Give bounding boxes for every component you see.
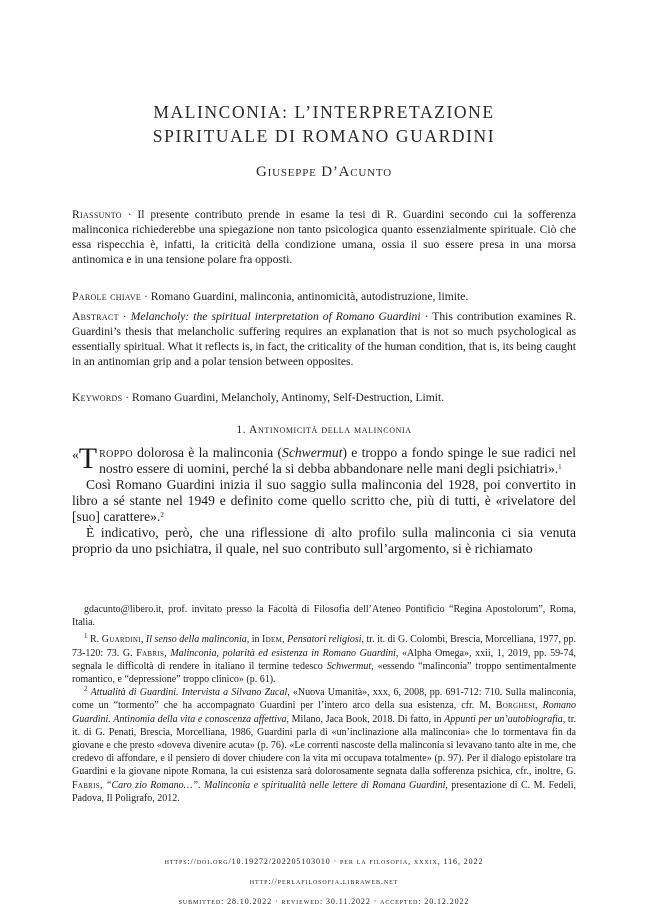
fn1-e: , tr. it. di G. Colombi, Brescia, Morcelliana, 1977, pp. 73-120: 73. G. (72, 634, 577, 659)
body-paragraph-3: È indicativo, però, che una riflessione di alto profilo sulla malinconia ci sia venuta proprio da uno psichiatra, il quale, nel suo contributo sull’argomento, si è richiamato (72, 525, 576, 556)
title-line-1: MALINCONIA: L’INTERPRETAZIONE (153, 102, 495, 122)
fn1-b: , (140, 634, 146, 646)
fn1-d: , (282, 634, 288, 646)
fn1-g: , «Alpha Omega», xxii, 1, 2019, pp. 59-74, segnala le difficoltà di rendere in italiano il termine tedesco (72, 647, 577, 672)
body-p1-italic: Schwermut (282, 445, 343, 460)
fn1-term: Schwermut (326, 660, 372, 672)
footer-dates-line: submitted: 28.10.2022 · reviewed: 30.11.2022 · accepted: 20.12.2022 (178, 897, 470, 906)
fn1-a: R. (87, 634, 102, 646)
fn1-author: Guardini (101, 634, 141, 646)
fn2-f: , presentazione di C. M. Fedeli, Padova, Il Poligrafo, 2012. (72, 779, 576, 804)
section-heading: 1. Antinomicità della malinconia (236, 424, 412, 436)
parole-chiave-block (72, 289, 576, 304)
fn2-title-1: Attualità di Guardini. Intervista a Silvano Zucal (90, 687, 288, 699)
fn1-title-2: Pensatori religiosi (287, 634, 362, 646)
open-quote: « (72, 447, 79, 462)
fn2-author-2: Fabris (72, 779, 100, 791)
body-p2-text: Così Romano Guardini inizia il suo saggio sulla malinconia del 1928, poi convertito in libro a sé stante nel 1949 e definito come quello scritto che, più di tutti, è «rivelatore del [suo] carattere». (72, 477, 576, 524)
fn1-author-2: Fabris (136, 647, 165, 659)
body-p1-a: dolorosa è la malinconia ( (132, 445, 283, 460)
fn2-title-2: Romano Guardini. Antinomia della vita e conoscenza affettiva (72, 700, 577, 725)
abstract-title: Melancholy: the spiritual interpretation of Romano Guardini (130, 310, 421, 323)
fn2-b: , (535, 700, 543, 712)
body-paragraph-2 (72, 477, 576, 525)
fn2-c: , Milano, Jaca Book, 2018. Di fatto, in (286, 713, 445, 725)
fn1-title-1: Il senso della malinconia (145, 634, 247, 646)
fn2-d: , tr. it. di G. Penati, Brescia, Morcelliana, 1986, Guardini parla di «un’inclinazione alla malinconia» che lo tormentava fin da giovane e che presto «doveva divenire acuta» (p. 76). «Le correnti nascoste della malinconia si levavano tanto alte in me, che credevo di affondare, e il pensiero di dover chiudere con la vita mi occupava totalmente» (p. 97). Per il dialogo epistolare tra Guardini e la giovane nipote Romana, la cui esistenza sarà dolorosamente segnata dalla sofferenza psichica, cfr., inoltre, G. (72, 713, 576, 778)
drop-cap: T (78, 442, 98, 475)
affiliation-note: gdacunto@libero.it, prof. invitato presso la Facoltà di Filosofia dell’Ateneo Pontificio “Regina Apostolorum”, Roma, Italia. (72, 604, 576, 629)
parole-chiave-text: · Romano Guardini, malinconia, antinomicità, autodistruzione, limite. (141, 290, 469, 303)
fn1-f: , (164, 647, 171, 659)
fn1-c: , in (246, 634, 263, 646)
drop-cap-continuation: roppo (99, 445, 133, 460)
riassunto-block (72, 207, 576, 267)
fn1-h: , «essendo “malinconia” troppo sentimentalmente romantico, e “depressione” troppo clinico» (p. 61). (72, 660, 577, 686)
fn2-title-3: Appunti per un’autobiografia (444, 713, 563, 725)
parole-chiave-label: Parole chiave (72, 290, 142, 303)
footnote-1 (72, 633, 576, 686)
footer-url-line[interactable]: http://perlafilosofia.libraweb.net (249, 877, 399, 886)
keywords-label: Keywords (72, 391, 123, 404)
footnote-2 (72, 686, 576, 805)
fn2-title-4: “Caro zio Romano…”. Malinconia e spiritualità nelle lettere di Romana Guardini (105, 779, 446, 791)
riassunto-label: Riassunto (72, 208, 122, 221)
fn1-title-3: Malinconia, polarità ed esistenza in Romano Guardini (170, 647, 396, 659)
title-line-2: SPIRITUALE DI ROMANO GUARDINI (152, 126, 496, 146)
fn2-a: , «Nuova Umanità», xxx, 6, 2008, pp. 691-712: 710. Sulla malinconia, come un “tormento” che ha accompagnato Guardini per l’intero arco della sua esistenza, cfr. M. (72, 687, 576, 712)
footnote-ref-1[interactable]: 1 (558, 463, 562, 471)
riassunto-text: · Il presente contributo prende in esame la tesi di R. Guardini secondo cui la sofferenza malinconica richiederebbe una spiegazione non tanto psicologica quanto essenzialmente spirituale. Ciò che essa rispecchia è, infatti, la criticità della condizione umana, ossia il suo essere presa in una morsa antinomica e in una tensione polare fra opposti. (72, 208, 576, 266)
fn2-author-1: Borghesi (495, 700, 536, 712)
keywords-block (72, 390, 576, 405)
paper-title (72, 100, 576, 148)
body-text (72, 442, 577, 557)
footnote-2-number: 2 (84, 685, 88, 694)
author-name: Giuseppe D’Acunto (256, 164, 392, 180)
abstract-label: Abstract (72, 310, 119, 323)
abstract-text: · This contribution examines R. Guardini’s thesis that melancholic suffering requires an explanation that is not so much psychological as essentially spiritual. What it reflects is, in fact, the criticality of the human condition, that is, its being caught in an antinomian grip and a polar tension between opposites. (72, 310, 576, 368)
footer-doi-line[interactable]: https://doi.org/10.19272/202205103010 · per la filosofia, xxxix, 116, 2022 (164, 857, 484, 866)
body-p1-b: ) e troppo a fondo spinge le sue radici nel nostro essere di uomini, perché la si debba abbandonare nelle mani degli psichiatri». (99, 445, 577, 476)
keywords-text: · Romano Guardini, Melancholy, Antinomy, Self-Destruction, Limit. (122, 391, 445, 404)
abstract-sep: · (118, 310, 131, 323)
footnotes (72, 603, 576, 805)
abstract-block (72, 309, 576, 369)
footnote-ref-2[interactable]: 2 (160, 511, 164, 519)
body-paragraph-1 (72, 442, 577, 477)
fn2-e: , (99, 779, 106, 791)
footnote-1-number: 1 (84, 632, 88, 641)
fn1-idem: Idem (262, 634, 283, 646)
